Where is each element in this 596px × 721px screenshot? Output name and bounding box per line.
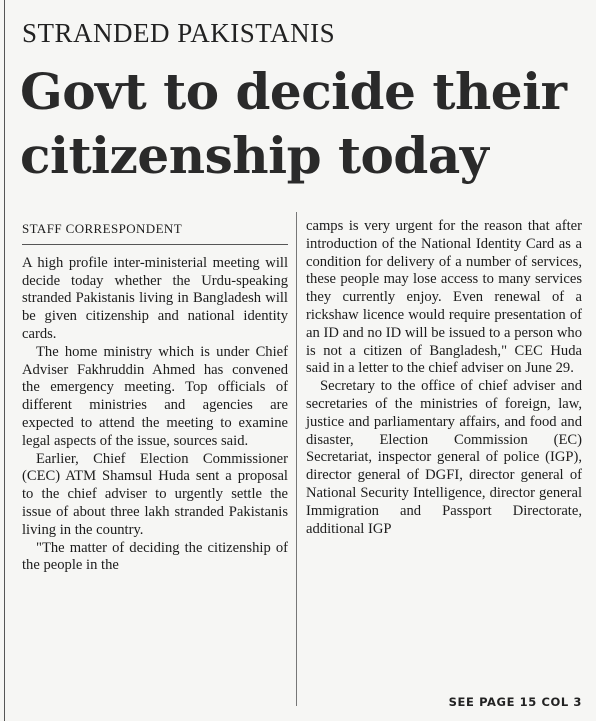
paragraph: camps is very urgent for the reason that after introduction of the National Identity Card as a condition for delivery of a number of services, these people may lose access to many services they currently enjoy. Even renewal of a rickshaw licence would require presentation of an ID and no ID will be issued to a person who is not a citizen of Bangladesh," CEC Huda said in a letter to the chief adviser on June 29. (306, 218, 582, 377)
paragraph: A high profile inter-ministerial meeting will decide today whether the Urdu-speaking stranded Pakistanis living in Bangladesh will be given citizenship and national identity cards. (22, 254, 288, 342)
column-divider (296, 212, 297, 706)
paragraph: "The matter of deciding the citizenship of the people in the (22, 539, 288, 574)
headline (20, 60, 590, 188)
jump-line: SEE PAGE 15 COL 3 (448, 695, 582, 709)
byline: STAFF CORRESPONDENT (22, 220, 288, 245)
paragraph: Earlier, Chief Election Commissioner (CEC) ATM Shamsul Huda sent a proposal to the chief adviser to urgently settle the issue of about three lakh stranded Pakistanis living in the country. (22, 450, 288, 538)
article-column-left (22, 220, 288, 575)
left-border-rule (4, 0, 5, 721)
kicker: STRANDED PAKISTANIS (22, 18, 336, 48)
paragraph: Secretary to the office of chief adviser and secretaries of the ministries of foreign, law, justice and parliamentary affairs, and food and disaster, Election Commission (EC) Secretariat, inspector general of police (IGP), director general of DGFI, director general of National Security Intelligence, director general Immigration and Passport Directorate, additional IGP (306, 378, 582, 537)
headline-line-1: Govt to decide their (20, 62, 567, 121)
paragraph: The home ministry which is under Chief Adviser Fakhruddin Ahmed has convened the emergency meeting. Top officials of different ministries and agencies are expected to attend the meeting to examine legal aspects of the issue, sources said. (22, 343, 288, 449)
headline-line-2: citizenship today (20, 126, 489, 185)
article-column-right (306, 218, 582, 538)
